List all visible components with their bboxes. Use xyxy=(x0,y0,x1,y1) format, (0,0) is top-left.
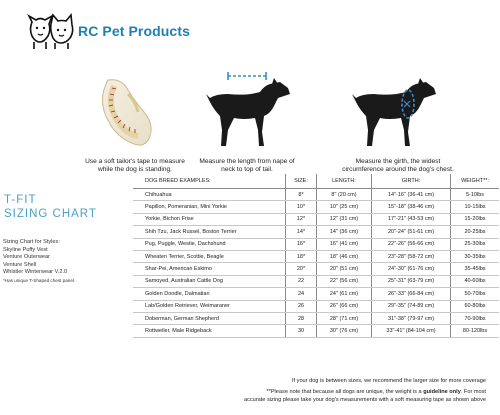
footnote-weight-emphasis: guideline only xyxy=(423,389,461,395)
cell-girth: 25"-31" (63-79 cm) xyxy=(372,275,451,287)
cell-girth: 22"-26" (56-66 cm) xyxy=(372,238,451,250)
cell-length: 24" (61 cm) xyxy=(317,288,372,300)
cell-breed: Rottweiler, Male Ridgeback xyxy=(133,325,286,337)
cell-length: 30" (76 cm) xyxy=(317,325,372,337)
styles-line: Whistler Winterwear V.2.0 xyxy=(3,269,68,276)
cell-girth: 26"-33" (66-84 cm) xyxy=(372,288,451,300)
table-row xyxy=(133,263,499,275)
instruction-caption-girth: Measure the girth, the widest circumference around the dog's chest. xyxy=(342,158,454,174)
cell-weight: 40-60lbs xyxy=(451,275,500,287)
table-row xyxy=(133,300,499,312)
cell-weight: 10-15lbs xyxy=(451,201,500,213)
cell-length: 14" (36 cm) xyxy=(317,226,372,238)
cell-girth: 17"-21" (43-53 cm) xyxy=(372,213,451,225)
cell-breed: Papillon, Pomeranian, Mini Yorkie xyxy=(133,201,286,213)
cell-weight: 5-10lbs xyxy=(451,189,500,201)
cell-breed: Chihuahua xyxy=(133,189,286,201)
header-length: LENGTH: xyxy=(317,174,372,189)
cell-size: 14* xyxy=(286,226,317,238)
cell-length: 22" (56 cm) xyxy=(317,275,372,287)
cell-breed: Lab/Golden Retriever, Weimaraner xyxy=(133,300,286,312)
footnote-weight-text-c: . For most xyxy=(460,389,486,395)
tape-measure-icon xyxy=(88,72,168,152)
cell-girth: 31"-38" (79-97 cm) xyxy=(372,312,451,324)
chart-title-line1: T-FIT xyxy=(4,194,37,206)
footnote-weight-line2: accurate sizing please take your dog's measurements with a soft measuring tape as shown above xyxy=(243,396,486,403)
styles-line: Sizing Chart for Styles: xyxy=(3,239,60,245)
cell-length: 16" (41 cm) xyxy=(317,238,372,250)
brand-name: RC Pet Products xyxy=(78,23,190,39)
styles-line: Venture Outerwear xyxy=(3,254,50,261)
cell-weight: 80-120lbs xyxy=(451,325,500,337)
table-row xyxy=(133,325,499,337)
cell-girth: 29"-35" (74-89 cm) xyxy=(372,300,451,312)
cell-weight: 50-70lbs xyxy=(451,288,500,300)
cell-length: 28" (71 cm) xyxy=(317,312,372,324)
table-row xyxy=(133,275,499,287)
cell-weight: 30-35lbs xyxy=(451,250,500,262)
sizing-table xyxy=(133,174,499,338)
chart-title-line2: SIZING CHART xyxy=(4,208,97,220)
cell-size: 8* xyxy=(286,189,317,201)
cell-length: 8" (20 cm) xyxy=(317,189,372,201)
cell-length: 20" (51 cm) xyxy=(317,263,372,275)
header-girth: GIRTH: xyxy=(372,174,451,189)
table-row xyxy=(133,288,499,300)
footnote-weight xyxy=(166,389,486,404)
cell-girth: 20"-24" (51-61 cm) xyxy=(372,226,451,238)
cell-breed: Yorkie, Bichon Frise xyxy=(133,213,286,225)
cell-breed: Pug, Puggle, Westie, Dachshund xyxy=(133,238,286,250)
cell-size: 24 xyxy=(286,288,317,300)
styles-note: *Has unique T-Shaped chest panel. xyxy=(3,277,76,283)
cell-weight: 25-30lbs xyxy=(451,238,500,250)
instruction-caption-length: Measure the length from nape of neck to top of tail. xyxy=(199,158,295,174)
styles-line: Skyline Puffy Vest xyxy=(3,246,48,253)
cell-length: 10" (25 cm) xyxy=(317,201,372,213)
table-row xyxy=(133,312,499,324)
dog-cat-logo-icon xyxy=(26,12,74,50)
cell-girth: 33"-41" (84-104 cm) xyxy=(372,325,451,337)
cell-length: 26" (66 cm) xyxy=(317,300,372,312)
styles-list xyxy=(3,239,75,285)
cell-size: 16* xyxy=(286,238,317,250)
cell-size: 30 xyxy=(286,325,317,337)
header-weight: WEIGHT**: xyxy=(451,174,500,189)
cell-breed: Doberman, German Shepherd xyxy=(133,312,286,324)
cell-girth: 23"-28" (58-72 cm) xyxy=(372,250,451,262)
cell-weight: 20-25lbs xyxy=(451,226,500,238)
footnote-weight-line1 xyxy=(166,389,486,397)
cell-breed: Samoyed, Australian Cattle Dog xyxy=(133,275,286,287)
table-row xyxy=(133,213,499,225)
cell-breed: Golden Doodle, Dalmatian xyxy=(133,288,286,300)
table-row xyxy=(133,250,499,262)
footnote-weight-text-a: **Please note that because all dogs are unique, the weight is a xyxy=(266,389,424,395)
cell-size: 26 xyxy=(286,300,317,312)
table-row xyxy=(133,238,499,250)
cell-breed: Shar-Pei, American Eskimo xyxy=(133,263,286,275)
cell-breed: Wheaten Terrier, Scottie, Beagle xyxy=(133,250,286,262)
header-breed: DOG BREED EXAMPLES: xyxy=(133,174,286,189)
dog-length-icon xyxy=(198,70,296,152)
cell-weight: 70-90lbs xyxy=(451,312,500,324)
dog-girth-icon xyxy=(344,70,442,152)
cell-length: 18" (46 cm) xyxy=(317,250,372,262)
cell-girth: 24"-30" (61-76 cm) xyxy=(372,263,451,275)
cell-length: 12" (31 cm) xyxy=(317,213,372,225)
cell-size: 10* xyxy=(286,201,317,213)
header-size: SIZE: xyxy=(286,174,317,189)
cell-weight: 15-20lbs xyxy=(451,213,500,225)
cell-weight: 35-45lbs xyxy=(451,263,500,275)
brand-header xyxy=(26,12,190,50)
cell-size: 12* xyxy=(286,213,317,225)
styles-line: Venture Shell xyxy=(3,261,37,268)
cell-size: 20* xyxy=(286,263,317,275)
instruction-caption-tape: Use a soft tailor's tape to measure while the dog is standing. xyxy=(85,158,185,174)
table-row xyxy=(133,189,499,201)
cell-girth: 14"-16" (36-41 cm) xyxy=(372,189,451,201)
table-row xyxy=(133,201,499,213)
cell-girth: 15"-18" (38-46 cm) xyxy=(372,201,451,213)
footnote-between-sizes: If your dog is between sizes, we recommend the larger size for more coverage xyxy=(291,378,486,384)
cell-size: 22 xyxy=(286,275,317,287)
cell-weight: 60-80lbs xyxy=(451,300,500,312)
table-header-row xyxy=(133,174,499,189)
table-row xyxy=(133,226,499,238)
cell-breed: Shih Tzu, Jack Russel, Boston Terrier xyxy=(133,226,286,238)
chart-title xyxy=(4,193,97,221)
cell-size: 18* xyxy=(286,250,317,262)
cell-size: 28 xyxy=(286,312,317,324)
